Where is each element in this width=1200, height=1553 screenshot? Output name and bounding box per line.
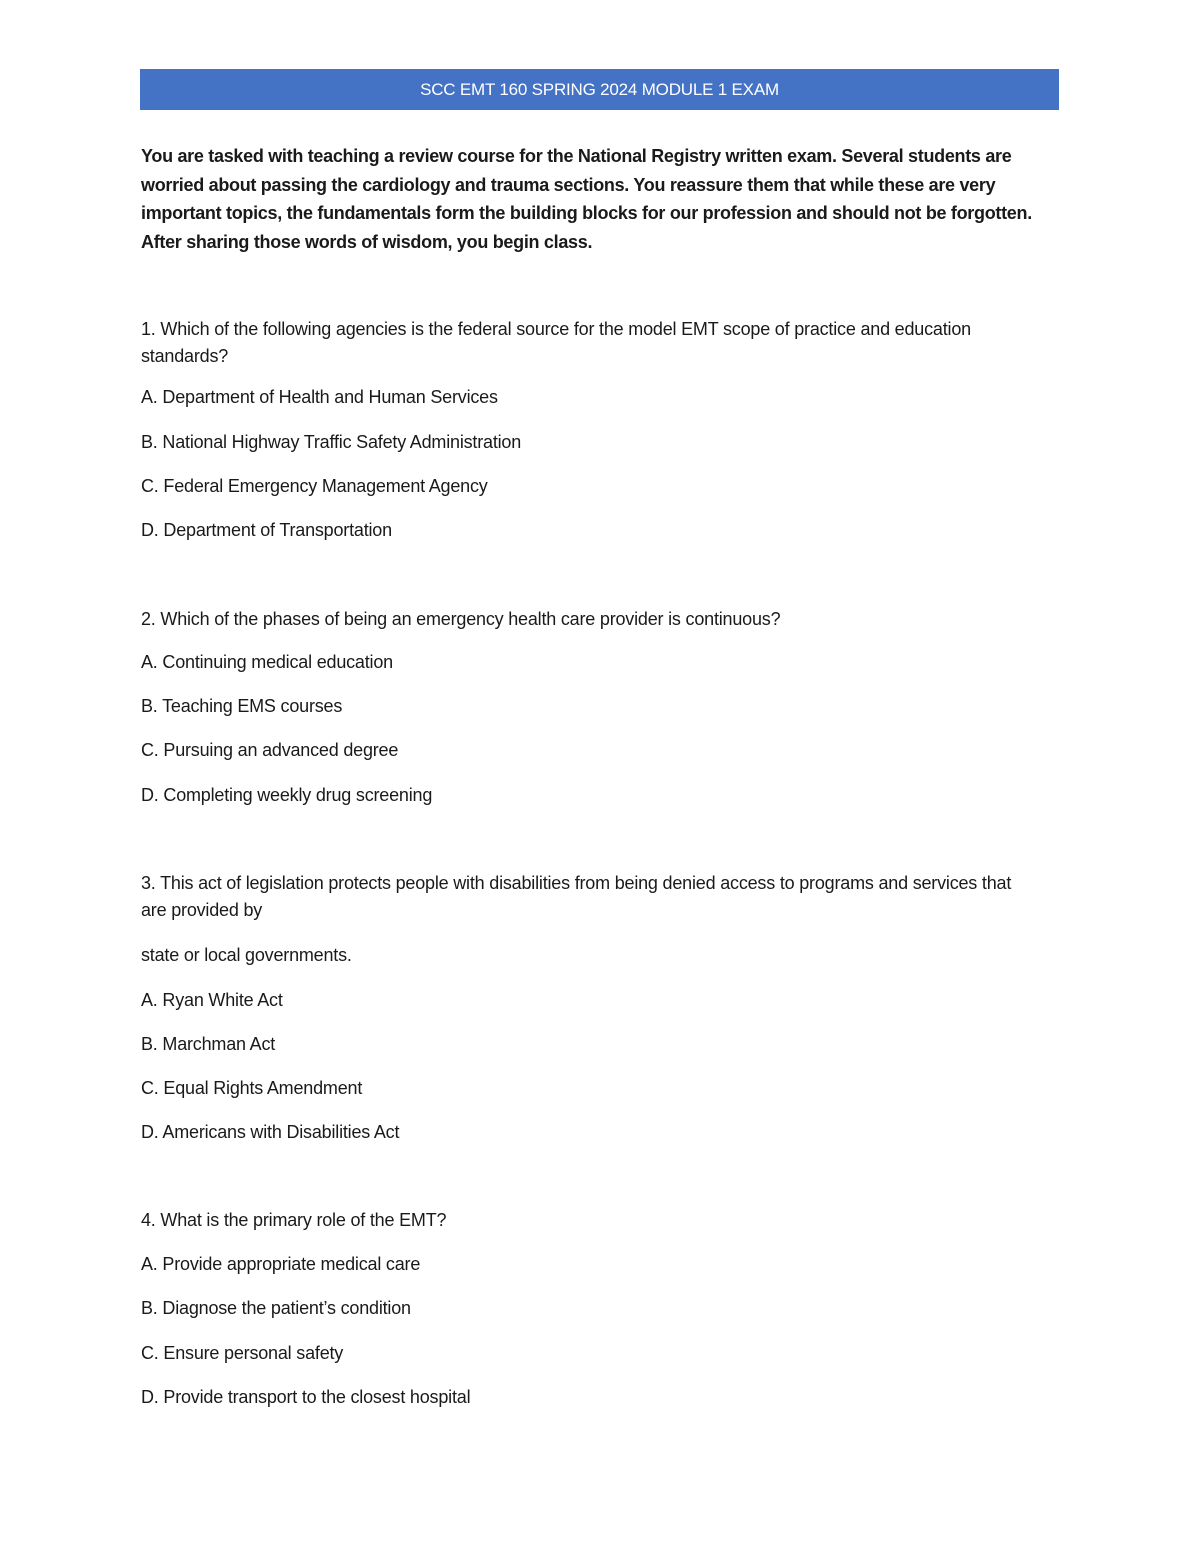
question-3-option-c: C. Equal Rights Amendment — [141, 1078, 363, 1098]
question-2-option-a: A. Continuing medical education — [141, 652, 393, 672]
question-4-text: 4. What is the primary role of the EMT? — [141, 1210, 447, 1230]
question-1-option-d: D. Department of Transportation — [141, 520, 392, 540]
question-1-option-c: C. Federal Emergency Management Agency — [141, 476, 488, 496]
question-2-option-b: B. Teaching EMS courses — [141, 696, 343, 716]
exam-title: SCC EMT 160 SPRING 2024 MODULE 1 EXAM — [420, 80, 779, 99]
question-4-option-b: B. Diagnose the patient’s condition — [141, 1298, 411, 1318]
question-2-option-c: C. Pursuing an advanced degree — [141, 740, 399, 760]
question-4-option-d: D. Provide transport to the closest hospital — [141, 1387, 471, 1407]
question-3-option-a: A. Ryan White Act — [141, 990, 283, 1010]
question-4-option-a: A. Provide appropriate medical care — [141, 1254, 421, 1274]
question-2-option-d: D. Completing weekly drug screening — [141, 785, 433, 805]
question-3-text-continued: state or local governments. — [141, 945, 352, 965]
question-3-option-b: B. Marchman Act — [141, 1034, 276, 1054]
question-4-option-c: C. Ensure personal safety — [141, 1343, 344, 1363]
scenario-intro: You are tasked with teaching a review course for the National Registry written exam. Several students are worried about passing the cardiology and trauma sections. You reassure them that while these are very important topics, the fundamentals form the building blocks for our profession and should not be forgotten. After sharing those words of wisdom, you begin class. — [141, 146, 1032, 252]
question-3-text: 3. This act of legislation protects people with disabilities from being denied access to programs and services that are provided by — [141, 873, 1012, 920]
question-1-option-a: A. Department of Health and Human Services — [141, 387, 498, 407]
question-2-text: 2. Which of the phases of being an emergency health care provider is continuous? — [141, 609, 781, 629]
question-1-text: 1. Which of the following agencies is the federal source for the model EMT scope of practice and education standards? — [141, 319, 971, 366]
question-1-option-b: B. National Highway Traffic Safety Administration — [141, 432, 522, 452]
exam-title-banner — [140, 69, 1059, 110]
question-3-option-d: D. Americans with Disabilities Act — [141, 1122, 400, 1142]
